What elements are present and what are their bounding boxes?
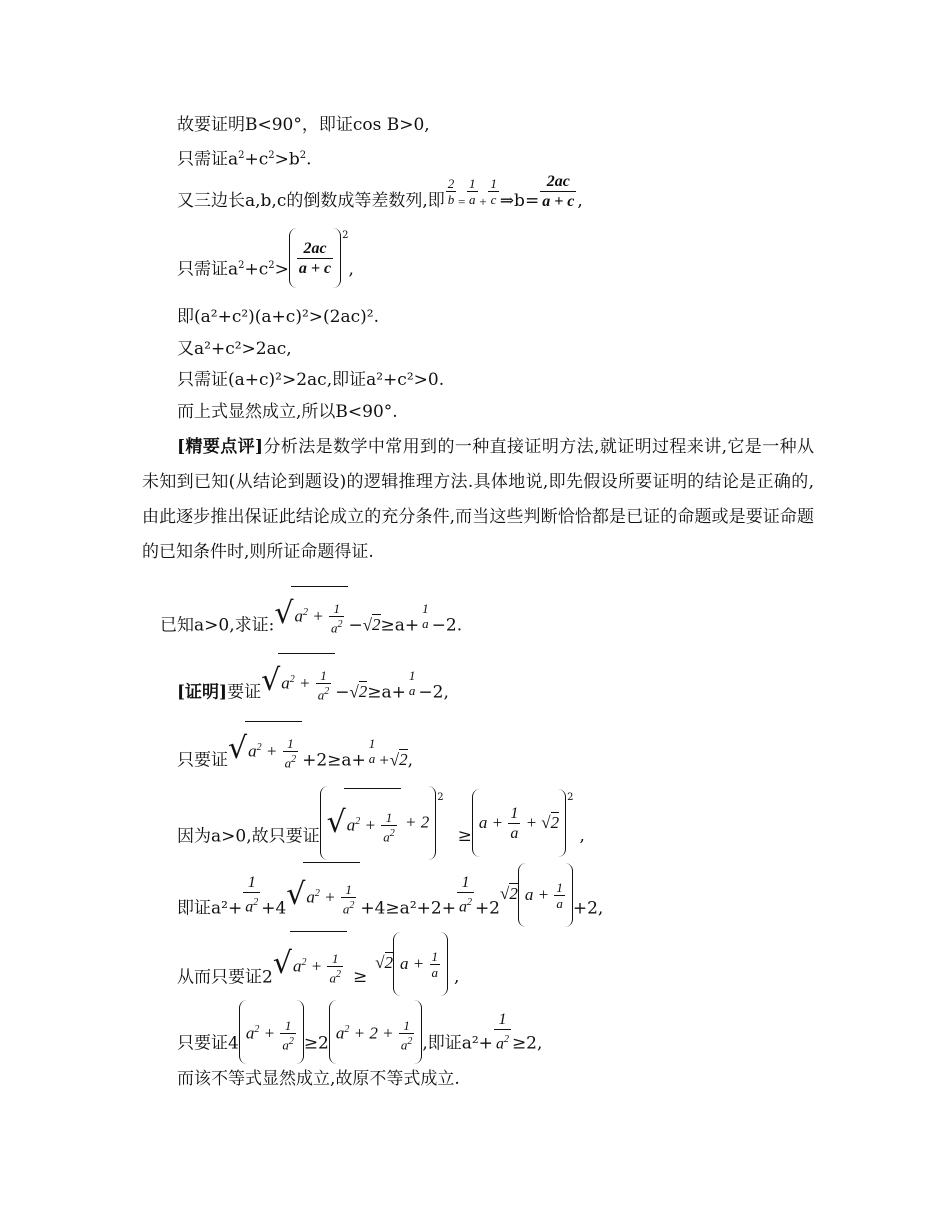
proof1-line-5: 即(a²+c²)(a+c)²>(2ac)². — [177, 307, 379, 327]
proof1-line-7: 只需证(a+c)²>2ac,即证a²+c²>0. — [177, 370, 445, 390]
proof2-step-3: 因为a>0,故只要证 $√a^2$ + $\frac{1}{a^2}$ + $2^2\ge a$ + $\frac{1}{a}$ + $√2^2$, — [177, 800, 585, 874]
proof1-line-1: 故要证明B<90°，即证cos B>0, — [177, 115, 430, 135]
comment-text: 分析法是数学中常用到的一种直接证明方法,就证明过程来讲,它是一种从未知到已知(从结论到题设)的逻辑推理方法.具体地说,即先假设所要证明的结论是正确的,由此逐步推出保证此结论成立的充分条件,而当这些判断恰恰都是已证的命题或是要证命题的已知条件时,则所证命题得证. — [142, 437, 814, 562]
proof1-line-3: 又三边长a,b,c的倒数成等差数列,即 $\frac{2}{b}$ = $\frac{1}{a}$ + $\frac{1}{c}$ ⇒b= $\frac{2ac}{a + c}$ , — [177, 173, 583, 211]
proof2-step-5: 从而只要证$2√a^2$ + $\frac{1}{a^2}$ ≥√2 a + $\frac{1}{a}$ , — [177, 945, 459, 1011]
proof2-label: [证明] — [177, 682, 228, 703]
comment-label: [精要点评] — [177, 437, 264, 457]
proof2-step-7: 而该不等式显然成立,故原不等式成立. — [177, 1069, 460, 1089]
proof1-line-4: 只需证$a^2+c^2>$ $\frac{2ac}{a + c}$ $^2$, — [177, 238, 354, 300]
proof1-line-2: 只需证$a^2+c^2>b^2$. — [177, 149, 312, 170]
proof2-step-1: [证明]要证$√a^2$ + $\frac{1}{a^2}$ −√2≥a+ 1 a −2, — [177, 665, 449, 721]
problem-statement: 已知a>0,求证$:√a^2$ + $\frac{1}{a^2}$ −√2≥a+ 1 a −2. — [160, 598, 462, 654]
proof1-line-6: 又a²+c²>2ac, — [177, 339, 292, 359]
proof1-line-8: 而上式显然成立,所以B<90°. — [177, 402, 398, 422]
comment-paragraph — [142, 430, 814, 570]
proof2-step-2: 只要证$√a^2$ + $\frac{1}{a^2}$ +2≥a+ 1 a +√2, — [177, 733, 413, 789]
proof2-step-6: 只要证$4a^2$ + $\frac{1}{a^2}$ $\ge 2a^2 + 2$ + $\frac{1}{a^2}$ ,即证a²+ $\frac{1}{a^2}$ ≥2, — [177, 1012, 542, 1076]
proof2-step-4: 即证a²+ $\frac{1}{a^2}$ $+4√a^2$ + $\frac{1}{a^2}$ +4≥a²+2+ $\frac{1}{a^2}$ +2√2 a + $\frac{1}{a}$ +2, — [177, 876, 603, 942]
